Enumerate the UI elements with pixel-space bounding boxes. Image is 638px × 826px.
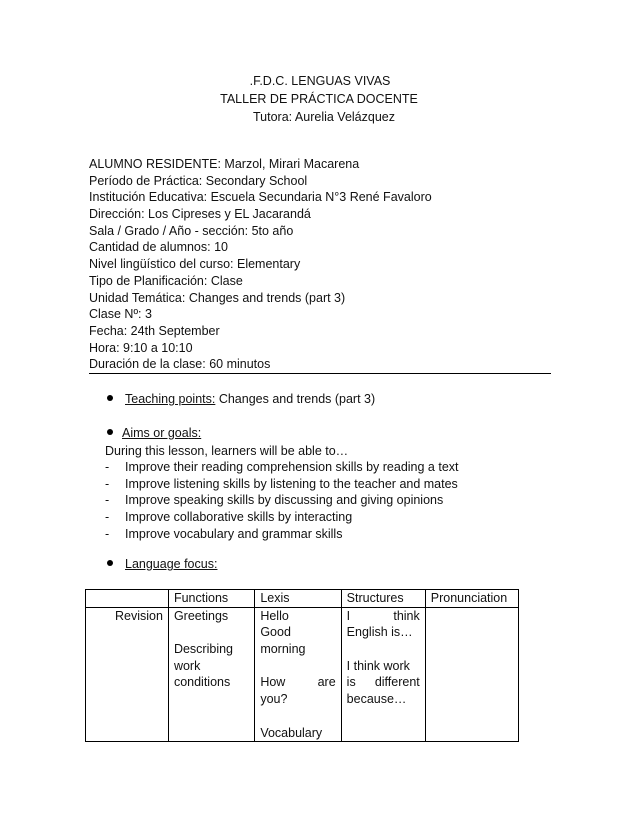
lexis-cell xyxy=(255,607,341,742)
info-students: Cantidad de alumnos: 10 xyxy=(89,240,228,255)
dash-icon: - xyxy=(105,526,110,541)
lexis-word: are xyxy=(317,675,336,690)
tutor-name: Tutora: Aurelia Velázquez xyxy=(253,110,395,124)
aim-text: Improve their reading comprehension skills by reading a text xyxy=(125,460,459,474)
aims-intro: During this lesson, learners will be able to… xyxy=(105,444,349,458)
aim-text: Improve vocabulary and grammar skills xyxy=(125,526,343,541)
aims-list xyxy=(105,459,459,542)
dash-icon: - xyxy=(105,493,110,508)
cell-line: Vocabulary xyxy=(260,725,323,740)
table-header-cell: Pronunciation xyxy=(425,590,518,608)
aim-text: Improve listening skills by listening to the teacher and mates xyxy=(125,476,458,491)
lexis-word: How xyxy=(260,675,286,690)
structure-word: different xyxy=(374,675,420,690)
table-header-row xyxy=(86,590,519,608)
cell-line: you? xyxy=(260,692,288,707)
cell-line: Describing xyxy=(173,642,234,657)
cell-line xyxy=(347,608,420,625)
cell-line: conditions xyxy=(173,675,231,690)
language-focus xyxy=(107,556,217,573)
cell-line: I think work xyxy=(346,658,410,673)
info-unit: Unidad Temática: Changes and trends (part 3) xyxy=(89,290,346,305)
lesson-info xyxy=(89,156,551,373)
structure-word: think xyxy=(393,608,420,623)
info-institution: Institución Educativa: Escuela Secundaria N°3 René Favaloro xyxy=(89,190,432,205)
aims-heading xyxy=(107,425,201,442)
info-date: Fecha: 24th September xyxy=(89,323,220,338)
info-class-number: Clase Nº: 3 xyxy=(89,307,152,322)
info-period: Período de Práctica: Secondary School xyxy=(89,173,308,188)
info-address: Dirección: Los Cipreses y EL Jacarandá xyxy=(89,207,311,222)
teaching-points xyxy=(107,391,375,408)
info-duration: Duración de la clase: 60 minutos xyxy=(89,357,271,372)
cell-line xyxy=(260,674,335,691)
info-grade: Sala / Grado / Año - sección: 5to año xyxy=(89,223,294,238)
dash-icon: - xyxy=(105,510,110,525)
pronunciation-cell xyxy=(425,607,518,742)
table-header-cell xyxy=(86,590,169,608)
list-item xyxy=(105,459,459,476)
structures-cell xyxy=(341,607,425,742)
functions-cell xyxy=(168,607,254,742)
list-item xyxy=(105,526,459,543)
info-plan-type: Tipo de Planificación: Clase xyxy=(89,273,243,288)
cell-line: Good xyxy=(260,625,291,640)
list-item xyxy=(105,509,459,526)
info-resident: ALUMNO RESIDENTE: Marzol, Mirari Macarena xyxy=(89,157,360,171)
dash-icon: - xyxy=(105,476,110,491)
cell-line: Hello xyxy=(260,608,289,623)
cell-line: Greetings xyxy=(173,608,229,623)
info-time: Hora: 9:10 a 10:10 xyxy=(89,340,193,355)
structure-word: I xyxy=(346,608,351,623)
structure-word: is xyxy=(346,675,356,690)
cell-line: English is… xyxy=(346,625,413,640)
table-header-cell: Structures xyxy=(341,590,425,608)
bullet-icon xyxy=(107,560,113,566)
cell-line: because… xyxy=(346,692,407,707)
list-item xyxy=(105,476,459,493)
document-header xyxy=(0,72,638,126)
aims-label: Aims or goals: xyxy=(122,426,202,440)
teaching-points-value: Changes and trends (part 3) xyxy=(215,392,376,406)
aim-text: Improve speaking skills by discussing and giving opinions xyxy=(125,493,444,508)
teaching-points-label: Teaching points: xyxy=(125,392,216,406)
institution-name: .F.D.C. LENGUAS VIVAS xyxy=(249,74,391,88)
dash-icon: - xyxy=(105,460,110,474)
language-focus-label: Language focus: xyxy=(125,557,218,571)
cell-line: morning xyxy=(260,642,306,657)
cell-line: work xyxy=(173,658,201,673)
bullet-icon xyxy=(107,395,113,401)
workshop-title: TALLER DE PRÁCTICA DOCENTE xyxy=(220,92,418,106)
cell-line xyxy=(347,674,420,691)
list-item xyxy=(105,492,459,509)
info-level: Nivel lingüístico del curso: Elementary xyxy=(89,257,301,272)
table-header-cell: Functions xyxy=(168,590,254,608)
table-header-cell: Lexis xyxy=(255,590,341,608)
row-label: Revision xyxy=(86,607,169,742)
section-divider xyxy=(89,373,551,374)
bullet-icon xyxy=(107,429,113,435)
aim-text: Improve collaborative skills by interacting xyxy=(125,510,353,525)
language-focus-table xyxy=(85,589,519,742)
table-row xyxy=(86,607,519,742)
